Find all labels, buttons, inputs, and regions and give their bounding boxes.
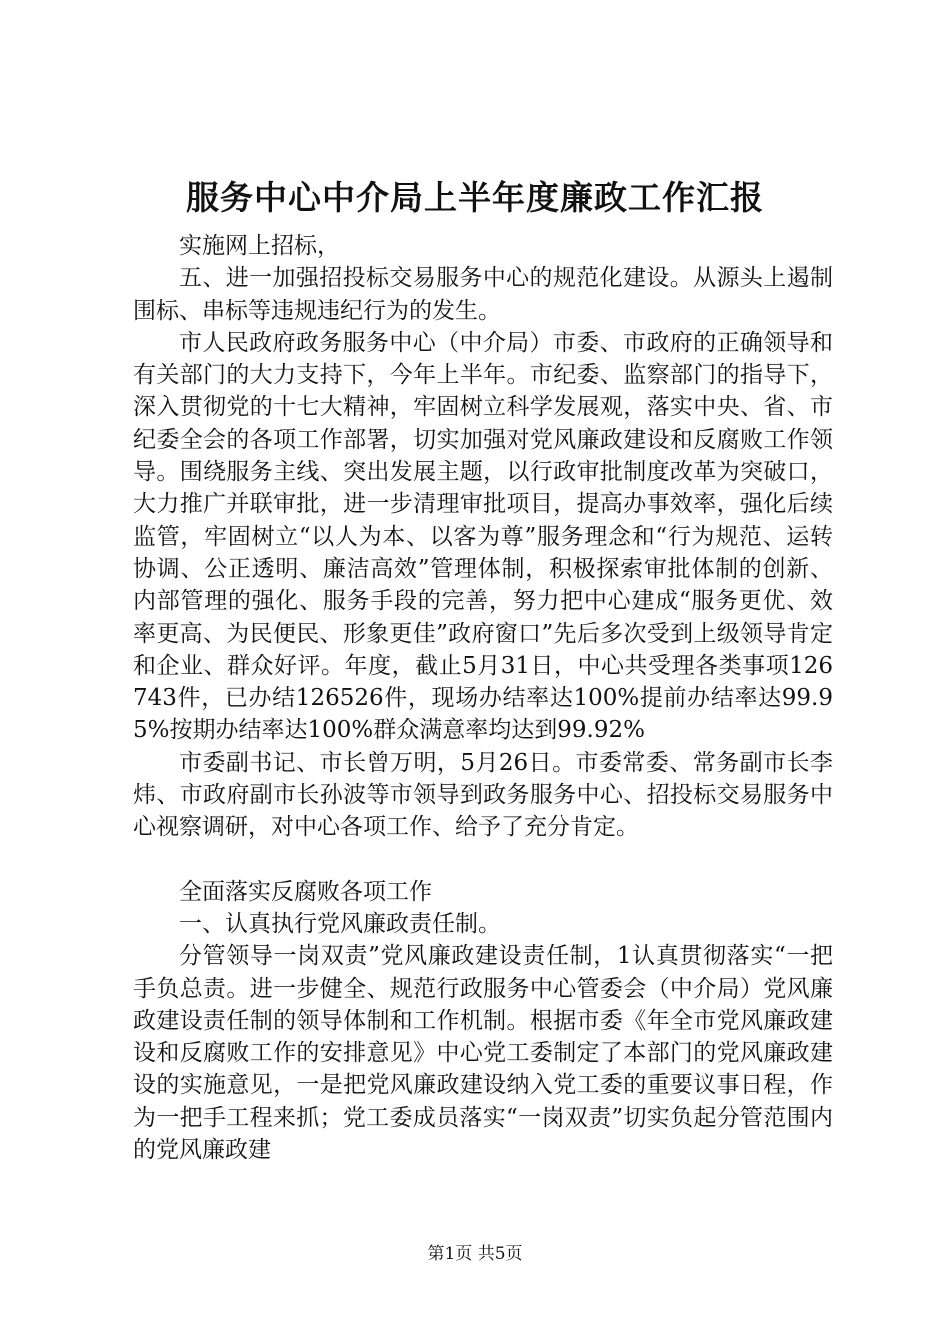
section-heading: 全面落实反腐败各项工作 (179, 878, 432, 905)
paragraph-gap (133, 844, 833, 876)
paragraph-3: 市人民政府政务服务中心（中介局）市委、市政府的正确领导和有关部门的大力支持下，今年上半年。市纪委、监察部门的指导下，深入贯彻党的十七大精神，牢固树立科学发展观，落实中央、省、市纪委全会的各项工作部署，切实加强对党风廉政建设和反腐败工作领导。围绕服务主线、突出发展主题，以行政审批制度改革为突破口，大力推广并联审批，进一步清理审批项目，提高办事效率，强化后续监管，牢固树立“以人为本、以客为尊”服务理念和“行为规范、运转协调、公正透明、廉洁高效”管理体制，积极探索审批体制的创新、内部管理的强化、服务手段的完善，努力把中心建成“服务更优、效率更高、为民便民、形象更佳”政府窗口”先后多次受到上级领导肯定和企业、群众好评。年度，截止5月31日，中心共受理各类事项126743件，已办结126526件，现场办结率达100%提前办结率达99.95%按期办结率达100%群众满意率均达到99.92% (133, 329, 833, 744)
document-title: 服务中心中介局上半年度廉政工作汇报 (186, 178, 764, 217)
page-footer: 第1页 共5页 (427, 1244, 523, 1264)
paragraph-2: 五、进一加强招投标交易服务中心的规范化建设。从源头上遏制围标、串标等违规违纪行为的发生。 (133, 265, 833, 324)
paragraph-5: 分管领导一岗双责”党风廉政建设责任制，1认真贯彻落实“一把手负总责。进一步健全、规范行政服务中心管委会（中介局）党风廉政建设责任制的领导体制和工作机制。根据市委《年全市党风廉政建设和反腐败工作的安排意见》中心党工委制定了本部门的党风廉政建设的实施意见，一是把党风廉政建设纳入党工委的重要议事日程，作为一把手工程来抓；党工委成员落实“一岗双责”切实负起分管范围内的党风廉政建 (133, 943, 833, 1164)
paragraph-4: 市委副书记、市长曾万明，5月26日。市委常委、常务副市长李炜、市政府副市长孙波等市领导到政务服务中心、招投标交易服务中心视察调研，对中心各项工作、给予了充分肯定。 (133, 749, 833, 841)
paragraph-1: 实施网上招标， (179, 233, 340, 259)
subsection-heading: 一、认真执行党风廉政责任制。 (179, 910, 501, 937)
document-body (133, 230, 833, 1166)
